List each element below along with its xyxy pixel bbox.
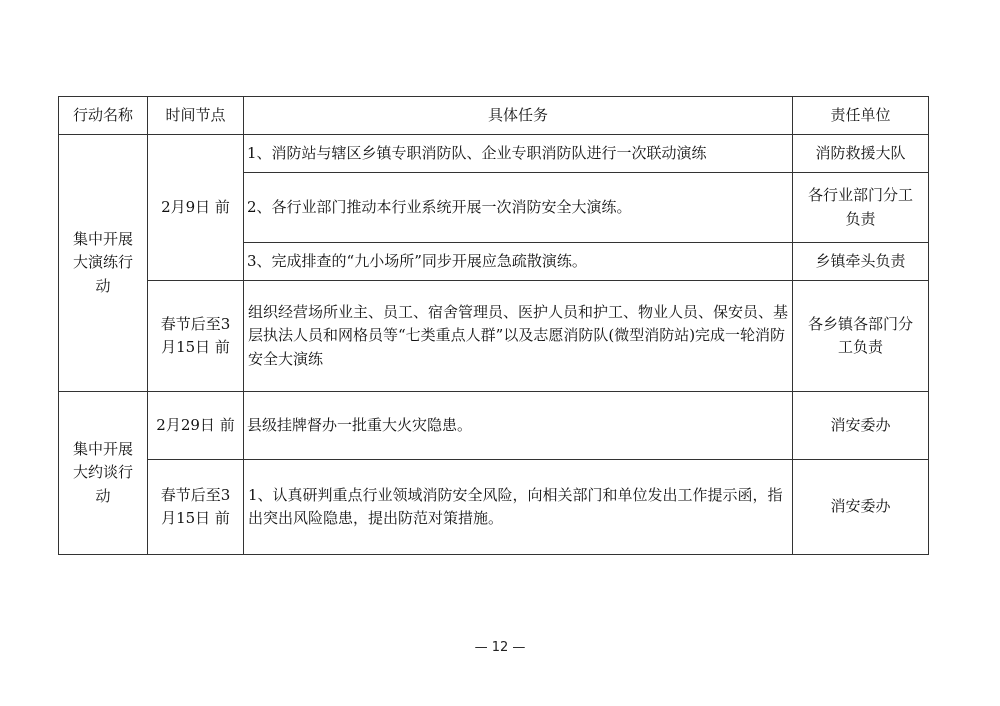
task-cell: 1、认真研判重点行业领域消防安全风险，向相关部门和单位发出工作提示函，指出突出风险隐患，提出防范对策措施。 [244, 460, 793, 555]
page-number: — 12 — [474, 640, 526, 655]
time-node-cell: 春节后至3 月15日 前 [148, 281, 244, 392]
task-cell: 1、消防站与辖区乡镇专职消防队、企业专职消防队进行一次联动演练 [244, 135, 793, 173]
unit-cell: 消安委办 [793, 460, 929, 555]
unit-cell: 各乡镇各部门分 工负责 [793, 281, 929, 392]
task-cell: 县级挂牌督办一批重大火灾隐患。 [244, 392, 793, 460]
table-header-row [59, 97, 929, 135]
header-responsible-unit: 责任单位 [793, 97, 929, 135]
time-node-cell: 2月29日 前 [148, 392, 244, 460]
task-cell: 组织经营场所业主、员工、宿舍管理员、医护人员和护工、物业人员、保安员、基层执法人员和网格员等“七类重点人群”以及志愿消防队(微型消防站)完成一轮消防安全大演练 [244, 281, 793, 392]
unit-cell: 各行业部门分工 负责 [793, 173, 929, 243]
table-row [59, 460, 929, 555]
unit-cell: 消安委办 [793, 392, 929, 460]
unit-cell: 消防救援大队 [793, 135, 929, 173]
time-node-cell: 春节后至3 月15日 前 [148, 460, 244, 555]
header-action-name: 行动名称 [59, 97, 148, 135]
table-row [59, 392, 929, 460]
task-cell: 3、完成排查的“九小场所”同步开展应急疏散演练。 [244, 243, 793, 281]
action-name-cell: 集中开展 大约谈行 动 [59, 392, 148, 555]
action-name-cell: 集中开展 大演练行 动 [59, 135, 148, 392]
time-node-cell: 2月9日 前 [148, 135, 244, 281]
table-row [59, 281, 929, 392]
unit-cell: 乡镇牵头负责 [793, 243, 929, 281]
task-cell: 2、各行业部门推动本行业系统开展一次消防安全大演练。 [244, 173, 793, 243]
table-row [59, 135, 929, 173]
task-table [58, 96, 929, 555]
header-time-node: 时间节点 [148, 97, 244, 135]
header-specific-task: 具体任务 [244, 97, 793, 135]
